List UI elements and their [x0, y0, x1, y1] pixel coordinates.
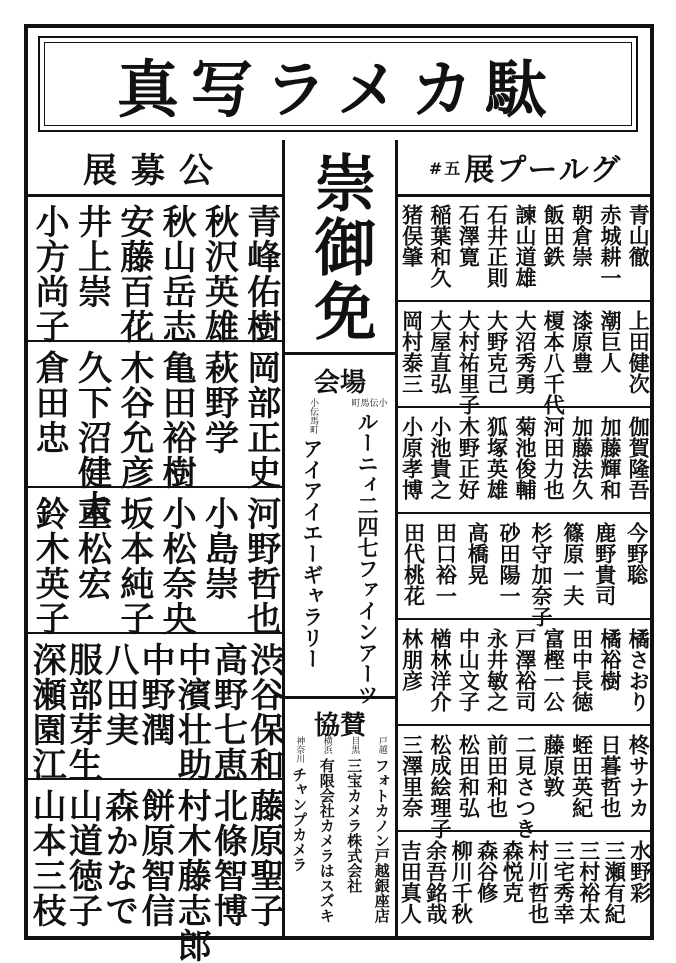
- participant-name: 八田実: [98, 642, 139, 747]
- participant-name: 三瀬有紀: [602, 840, 628, 924]
- event-name-box: [285, 142, 395, 355]
- participant-name: 小池貴之: [427, 416, 453, 500]
- venue-location: 小伝馬町: [349, 398, 387, 407]
- left-name-block: [28, 342, 282, 525]
- participant-name: 井上崇: [71, 204, 112, 309]
- right-name-block: [398, 514, 653, 627]
- participant-name: 榎本八千代: [541, 310, 567, 415]
- participant-name: 河野哲也: [240, 496, 281, 636]
- participant-name: 石井正則: [484, 204, 510, 288]
- participant-name: 田代桃花: [401, 522, 427, 606]
- participant-name: 重松宏: [71, 496, 112, 601]
- participant-name: 中濱壮助: [171, 642, 212, 782]
- participant-name: 岡部正史: [240, 350, 281, 490]
- participant-name: 亀田裕樹: [156, 350, 197, 490]
- participant-name: 小松奈央: [156, 496, 197, 636]
- participant-name: 余吾銘哉: [423, 840, 449, 924]
- group-show-column: [395, 140, 653, 936]
- participant-name: 河田力也: [541, 416, 567, 500]
- sponsor-location: 戸越: [376, 736, 387, 754]
- participant-name: 菊池俊輔: [512, 416, 538, 500]
- sponsor-name: チャンプカメラ: [290, 767, 309, 872]
- participant-name: 藤原聖子: [243, 788, 284, 928]
- participant-name: 渋谷保和: [243, 642, 284, 782]
- participant-name: 日暮哲也: [597, 734, 623, 818]
- participant-name: 秋沢英雄: [198, 204, 239, 344]
- venue-list: [285, 398, 395, 705]
- participant-name: 橘裕樹: [597, 628, 623, 691]
- participant-name: 加藤輝和: [597, 416, 623, 500]
- right-name-block: [398, 196, 653, 302]
- participant-name: 岡村泰三: [399, 310, 425, 394]
- left-name-block: [28, 196, 282, 342]
- participant-name: 萩野学: [198, 350, 239, 455]
- participant-name: 林朋彦: [399, 628, 425, 691]
- group-show-heading-text: 展プールグ: [464, 153, 623, 188]
- participant-name: 木谷允彦: [113, 350, 154, 490]
- participant-name: 橘さおり: [626, 628, 652, 712]
- sponsor-list: [285, 736, 395, 932]
- poster-body: [26, 140, 653, 963]
- participant-name: 柊サナカ: [626, 734, 652, 818]
- venue-name: アイアイエーギャラリー: [300, 438, 325, 669]
- right-name-block: [398, 302, 653, 415]
- participant-name: 深瀬園江: [26, 642, 67, 782]
- sponsor-item: [290, 736, 309, 932]
- participant-name: 森悦克: [500, 840, 526, 903]
- participant-name: 松田和弘: [456, 734, 482, 818]
- participant-name: 青峰佑樹: [240, 204, 281, 344]
- venue-name: ルーニィ二四七ファインアーツ: [355, 411, 380, 705]
- left-name-block: [26, 780, 284, 963]
- participant-name: 吉田真人: [398, 840, 424, 924]
- participant-name: 服部芽生: [62, 642, 103, 782]
- participant-name: 猪俣肇: [399, 204, 425, 267]
- right-name-block: [398, 726, 653, 839]
- sponsor-location: 神奈川: [294, 736, 305, 763]
- participant-name: 柳川千秋: [449, 840, 475, 924]
- participant-name: 狐塚英雄: [484, 416, 510, 500]
- participant-name: 藤原敦: [541, 734, 567, 797]
- participant-name: 鈴木英子: [29, 496, 70, 636]
- group-show-heading: [398, 140, 653, 197]
- sponsor-location: 横浜: [321, 736, 332, 754]
- left-name-block: [28, 634, 282, 780]
- sponsor-name: フォトカノン戸越銀座店: [372, 758, 391, 923]
- sponsor-item: [374, 736, 389, 932]
- participant-name: 中野潤: [134, 642, 175, 747]
- participant-name: 前田和也: [484, 734, 510, 818]
- participant-name: 小原孝博: [399, 416, 425, 500]
- participant-name: 飯田鉄: [541, 204, 567, 267]
- participant-name: 高野七恵: [207, 642, 248, 782]
- participant-name: 安藤百花: [113, 204, 154, 344]
- title-box: [38, 36, 638, 132]
- event-name: 崇御免: [304, 151, 377, 343]
- participant-name: 餅原智信: [134, 788, 175, 928]
- participant-name: 上田健次: [626, 310, 652, 394]
- participant-name: 北條智博: [207, 788, 248, 928]
- participant-name: 三村裕太: [576, 840, 602, 924]
- left-name-block: [28, 488, 282, 634]
- venue-heading: [285, 362, 395, 399]
- participant-name: 砂田陽一: [497, 522, 523, 606]
- participant-name: 富樫一公: [541, 628, 567, 712]
- participant-name: 諫山道雄: [512, 204, 538, 288]
- participant-name: 田口裕一: [433, 522, 459, 606]
- group-show-number: #五: [428, 158, 463, 178]
- participant-name: 鹿野貴司: [592, 522, 618, 606]
- participant-name: 大野克己: [484, 310, 510, 394]
- sponsor-item: [345, 736, 364, 932]
- participant-name: 大屋直弘: [427, 310, 453, 394]
- participant-name: 中山文子: [456, 628, 482, 712]
- participant-name: 篠原一夫: [560, 522, 586, 606]
- participant-name: 村川哲也: [525, 840, 551, 924]
- participant-name: 杉守加奈子: [528, 522, 554, 627]
- right-name-block: [398, 620, 653, 726]
- participant-name: 村木藤志郎: [171, 788, 212, 963]
- participant-name: 稲葉和久: [427, 204, 453, 288]
- venue-item: [302, 398, 323, 688]
- participant-name: 松成絵理子: [427, 734, 453, 839]
- sponsor-heading-text: 協賛: [313, 711, 366, 741]
- participant-name: 朝倉崇: [569, 204, 595, 267]
- sponsor-name: 有限会社カメラはスズキ: [317, 758, 336, 923]
- sponsor-name: 三宝カメラ株式会社: [345, 758, 364, 893]
- participant-name: 大沼秀勇: [512, 310, 538, 394]
- participant-name: 青山徹: [626, 204, 652, 267]
- sponsor-item: [319, 736, 334, 932]
- event-column: [285, 140, 395, 936]
- participant-name: 久下沼健太: [71, 350, 112, 525]
- participant-name: 楢林洋介: [427, 628, 453, 712]
- participant-name: 潮巨人: [597, 310, 623, 373]
- participant-name: 坂本純子: [113, 496, 154, 636]
- venue-heading-text: 会場: [313, 368, 366, 398]
- participant-name: 森谷修: [474, 840, 500, 903]
- participant-name: 石澤寛: [456, 204, 482, 267]
- participant-name: 木野正好: [456, 416, 482, 500]
- participant-name: 山道徳子: [62, 788, 103, 928]
- venue-location: 小伝馬町: [308, 398, 318, 434]
- participant-name: 小島崇: [198, 496, 239, 601]
- right-name-block: [398, 408, 653, 514]
- participant-name: 田中長徳: [569, 628, 595, 712]
- participant-name: 赤城耕一: [597, 204, 623, 288]
- participant-name: 加藤法久: [569, 416, 595, 500]
- participant-name: 水野彩: [627, 840, 653, 903]
- participant-name: 二見さつき: [512, 734, 538, 839]
- participant-name: 秋山岳志: [156, 204, 197, 344]
- participant-name: 漆原豊: [569, 310, 595, 373]
- participant-name: 戸澤裕司: [512, 628, 538, 712]
- participant-name: 永井敏之: [484, 628, 510, 712]
- participant-name: 森かなで: [98, 788, 139, 928]
- participant-name: 山本三枝: [26, 788, 67, 928]
- participant-name: 高橋晃: [465, 522, 491, 585]
- open-call-column: [26, 140, 285, 963]
- participant-name: 伽賀隆吾: [626, 416, 652, 500]
- right-name-block: [398, 832, 653, 936]
- participant-name: 今野聡: [624, 522, 650, 585]
- participant-name: 三宅秀幸: [551, 840, 577, 924]
- participant-name: 小方尚子: [29, 204, 70, 344]
- participant-name: 倉田忠: [29, 350, 70, 455]
- venue-item: [349, 398, 387, 705]
- sponsor-location: 目黒: [349, 736, 360, 754]
- open-call-heading: 展募公: [28, 140, 282, 197]
- participant-name: 三澤里奈: [399, 734, 425, 818]
- participant-name: 蛭田英紀: [569, 734, 595, 818]
- poster-title: 真写ラメカ駄: [116, 52, 560, 126]
- participant-name: 大村祐里子: [456, 310, 482, 415]
